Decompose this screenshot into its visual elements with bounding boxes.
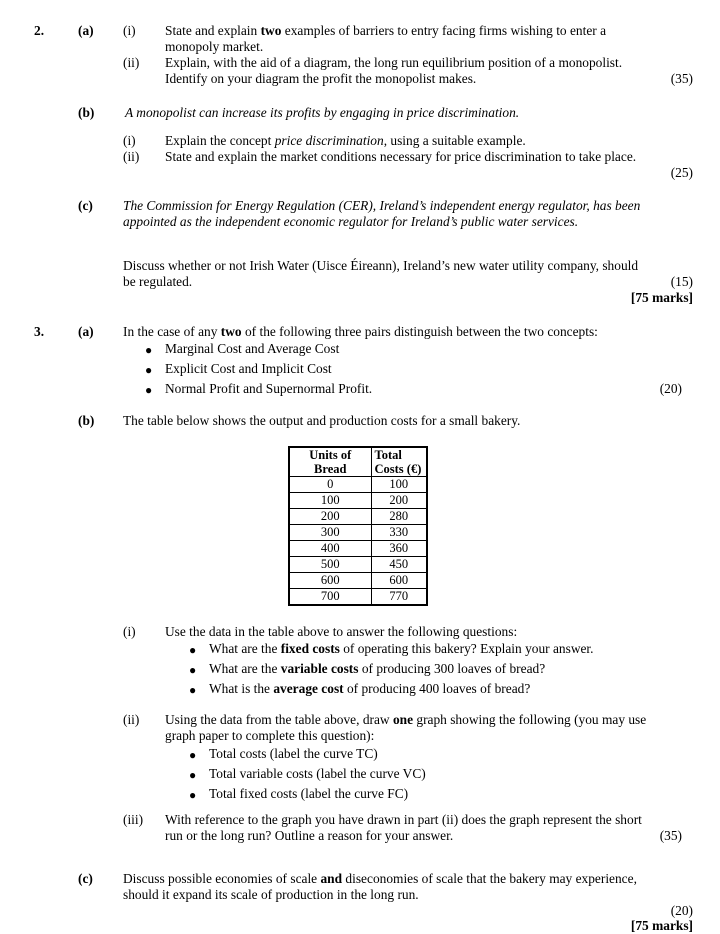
cost-cell: 360 xyxy=(371,541,427,557)
table-row xyxy=(289,477,427,493)
q3b-ii-label: (ii) xyxy=(123,712,140,727)
units-cell: 500 xyxy=(289,557,371,573)
table-row xyxy=(289,589,427,606)
q3b-iii-text-line2: run or the long run? Outline a reason for your answer. xyxy=(165,828,454,843)
q3b-i-label: (i) xyxy=(123,624,136,639)
bullet-icon: ● xyxy=(145,363,153,377)
cost-cell: 280 xyxy=(371,509,427,525)
q3b-iii-text-line1: With reference to the graph you have drawn in part (ii) does the graph represent the short xyxy=(165,812,642,827)
q3b-i-bullet-2: What are the variable costs of producing 300 loaves of bread? xyxy=(209,661,546,676)
units-cell: 0 xyxy=(289,477,371,493)
units-cell: 600 xyxy=(289,573,371,589)
q2-total-marks: [75 marks] xyxy=(630,290,693,305)
cost-cell: 450 xyxy=(371,557,427,573)
q3b-i-intro: Use the data in the table above to answer the following questions: xyxy=(165,624,518,639)
q2a-i-text-line1: State and explain two examples of barriers to entry facing firms wishing to enter a xyxy=(165,23,607,38)
cost-cell: 100 xyxy=(371,477,427,493)
table-header-row xyxy=(289,447,427,477)
q3-part-c-label: (c) xyxy=(78,871,93,886)
table-row xyxy=(289,573,427,589)
q2b-ii-text: State and explain the market conditions necessary for price discrimination to take place. xyxy=(165,149,637,164)
q3a-bullet-1: Marginal Cost and Average Cost xyxy=(165,341,340,356)
units-cell: 300 xyxy=(289,525,371,541)
bullet-icon: ● xyxy=(189,788,197,802)
q3a-marks: (20) xyxy=(659,381,682,396)
q3a-intro: In the case of any two of the following three pairs distinguish between the two concepts: xyxy=(123,324,598,339)
bullet-icon: ● xyxy=(189,748,197,762)
q2a-i-text-line2: monopoly market. xyxy=(165,39,264,54)
q2b-i-label: (i) xyxy=(123,133,136,148)
cost-cell: 330 xyxy=(371,525,427,541)
q3b-i-bullet-3: What is the average cost of producing 400 loaves of bread? xyxy=(209,681,531,696)
q3c-marks: (20) xyxy=(670,903,693,918)
q2c-intro-line2: appointed as the independent economic regulator for Ireland’s public water services. xyxy=(123,214,579,229)
q3a-bullet-2: Explicit Cost and Implicit Cost xyxy=(165,361,332,376)
q2b-i-text: Explain the concept price discrimination, using a suitable example. xyxy=(165,133,526,148)
q3c-text-line1: Discuss possible economies of scale and diseconomies of scale that the bakery may experience, xyxy=(123,871,637,886)
q3b-i-bullet-1: What are the fixed costs of operating this bakery? Explain your answer. xyxy=(209,641,594,656)
q2b-marks: (25) xyxy=(670,165,693,180)
table-row xyxy=(289,557,427,573)
cost-cell: 200 xyxy=(371,493,427,509)
q3b-ii-bullet-2: Total variable costs (label the curve VC) xyxy=(209,766,426,781)
q3-part-b-label: (b) xyxy=(78,413,95,428)
q2c-text-line2: be regulated. xyxy=(123,274,193,289)
bullet-icon: ● xyxy=(189,768,197,782)
q3b-ii-text-line2: graph paper to complete this question): xyxy=(165,728,375,743)
q2a-marks: (35) xyxy=(670,71,693,86)
q2c-text-line1: Discuss whether or not Irish Water (Uisce Éireann), Ireland’s new water utility company, should xyxy=(123,258,639,273)
q2c-marks: (15) xyxy=(670,274,693,289)
q2b-intro: A monopolist can increase its profits by engaging in price discrimination. xyxy=(125,105,520,120)
units-cell: 700 xyxy=(289,589,371,606)
q3a-bullet-3: Normal Profit and Supernormal Profit. xyxy=(165,381,373,396)
bullet-icon: ● xyxy=(189,643,197,657)
q2a-ii-text-line2: Identify on your diagram the profit the monopolist makes. xyxy=(165,71,477,86)
q2a-ii-text-line1: Explain, with the aid of a diagram, the long run equilibrium position of a monopolist. xyxy=(165,55,623,70)
q3b-ii-text-line1: Using the data from the table above, draw one graph showing the following (you may use xyxy=(165,712,647,727)
q2a-ii-label: (ii) xyxy=(123,55,140,70)
total-costs-header: Total Costs (€) xyxy=(371,447,427,477)
q3-total-marks: [75 marks] xyxy=(630,918,693,933)
q3b-ii-bullet-3: Total fixed costs (label the curve FC) xyxy=(209,786,409,801)
units-cell: 100 xyxy=(289,493,371,509)
q2b-ii-label: (ii) xyxy=(123,149,140,164)
units-of-bread-header: Units of Bread xyxy=(289,447,371,477)
q3b-intro: The table below shows the output and production costs for a small bakery. xyxy=(123,413,521,428)
table-row xyxy=(289,493,427,509)
bullet-icon: ● xyxy=(145,383,153,397)
table-row xyxy=(289,509,427,525)
cost-cell: 770 xyxy=(371,589,427,606)
bakery-costs-table xyxy=(288,446,428,606)
table-row xyxy=(289,525,427,541)
q2-part-a-label: (a) xyxy=(78,23,94,38)
units-cell: 400 xyxy=(289,541,371,557)
q2c-intro-line1: The Commission for Energy Regulation (CER), Ireland’s independent energy regulator, has been xyxy=(123,198,641,213)
bullet-icon: ● xyxy=(189,663,197,677)
q2-part-c-label: (c) xyxy=(78,198,93,213)
q3c-text-line2: should it expand its scale of production in the long run. xyxy=(123,887,419,902)
table-row xyxy=(289,541,427,557)
q2-part-b-label: (b) xyxy=(78,105,95,120)
bullet-icon: ● xyxy=(145,343,153,357)
question-3-number: 3. xyxy=(34,324,45,339)
cost-cell: 600 xyxy=(371,573,427,589)
q3b-ii-bullet-1: Total costs (label the curve TC) xyxy=(209,746,378,761)
q3b-marks: (35) xyxy=(659,828,682,843)
units-cell: 200 xyxy=(289,509,371,525)
question-2-number: 2. xyxy=(34,23,45,38)
bullet-icon: ● xyxy=(189,683,197,697)
q3-part-a-label: (a) xyxy=(78,324,94,339)
q3b-iii-label: (iii) xyxy=(123,812,144,827)
q2a-i-label: (i) xyxy=(123,23,136,38)
